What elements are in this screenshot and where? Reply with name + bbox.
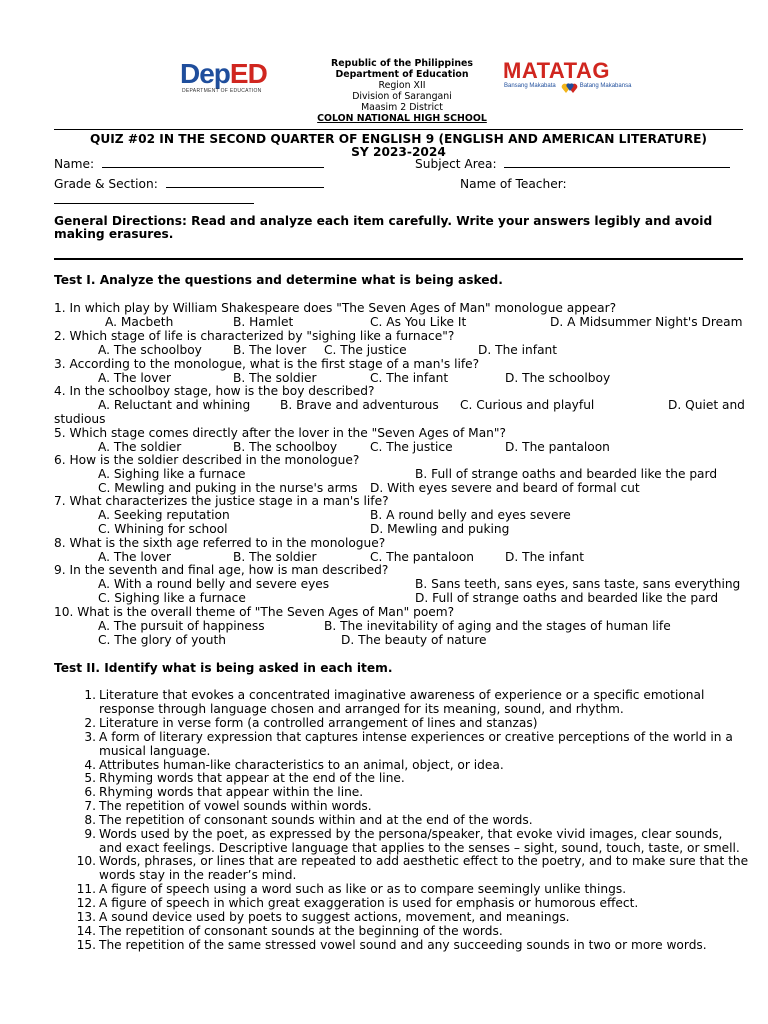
matatag-logo: MATATAG Bansang Makabata Batang Makabansa (503, 58, 638, 98)
school-header (300, 58, 504, 124)
hearts-icon (561, 80, 579, 94)
item-number: 5. (84, 771, 96, 785)
item-text: A sound device used by poets to suggest actions, movement, and meanings. (99, 910, 570, 924)
item-text: A figure of speech using a word such as like or as to compare seemingly unlike things. (99, 882, 627, 896)
header-line: Division of Sarangani (352, 91, 452, 102)
answer-option[interactable]: C. The glory of youth (98, 633, 226, 647)
header-line: Region XII (378, 80, 426, 91)
answer-option[interactable]: D. The pantaloon (505, 440, 610, 454)
item-number: 9. (84, 827, 96, 841)
item-number: 8. (84, 813, 96, 827)
answer-option-continued: studious (54, 412, 106, 426)
answer-option[interactable]: B. The schoolboy (233, 440, 338, 454)
answer-option[interactable]: A. The pursuit of happiness (98, 619, 265, 633)
answer-option[interactable]: A. With a round belly and severe eyes (98, 577, 330, 591)
question-text: 10. What is the overall theme of "The Seven Ages of Man" poem? (54, 605, 455, 619)
item-number: 12. (76, 896, 96, 910)
question-text: 5. Which stage comes directly after the lover in the "Seven Ages of Man"? (54, 426, 506, 440)
item-text: Literature that evokes a concentrated imaginative awareness of experience or a specific emotional response through language chosen and arranged for its meaning, sound, and rhythm. (99, 688, 705, 716)
item-text: The repetition of consonant sounds at the beginning of the words. (99, 924, 503, 938)
subject-area-field[interactable]: Subject Area: (415, 157, 730, 171)
answer-option[interactable]: D. The schoolboy (505, 371, 611, 385)
header-line: Department of Education (335, 69, 469, 80)
question-text: 6. How is the soldier described in the monologue? (54, 453, 360, 467)
answer-option[interactable]: B. The soldier (233, 371, 317, 385)
divider (54, 129, 743, 130)
answer-option[interactable]: D. A Midsummer Night's Dream (550, 315, 743, 329)
divider (54, 258, 743, 260)
school-name: COLON NATIONAL HIGH SCHOOL (317, 113, 487, 124)
question-text: 1. In which play by William Shakespeare does "The Seven Ages of Man" monologue appear? (54, 301, 617, 315)
answer-option[interactable]: A. The soldier (98, 440, 182, 454)
question-text: 9. In the seventh and final age, how is man described? (54, 563, 389, 577)
item-text: Literature in verse form (a controlled arrangement of lines and stanzas) (99, 716, 538, 730)
answer-option[interactable]: B. Hamlet (233, 315, 294, 329)
item-text: The repetition of the same stressed vowel sound and any succeeding sounds in two or more words. (99, 938, 707, 952)
answer-option[interactable]: B. Full of strange oaths and bearded like the pard (415, 467, 718, 481)
answer-option[interactable]: D. Mewling and puking (370, 522, 510, 536)
answer-option[interactable]: B. Sans teeth, sans eyes, sans taste, sans everything (415, 577, 741, 591)
question-text: 2. Which stage of life is characterized by "sighing like a furnace"? (54, 329, 455, 343)
item-number: 2. (84, 716, 96, 730)
header-line: Maasim 2 District (361, 102, 443, 113)
test1-heading: Test I. Analyze the questions and determine what is being asked. (54, 273, 503, 287)
test2-heading: Test II. Identify what is being asked in each item. (54, 661, 393, 675)
name-field[interactable]: Name: (54, 157, 324, 171)
item-text: A form of literary expression that captures intense experiences or creative perceptions of the world in a musical language. (99, 730, 733, 758)
deped-logo: DepED DEPARTMENT OF EDUCATION (180, 58, 267, 94)
school-year: SY 2023-2024 (351, 145, 446, 159)
header-line: Republic of the Philippines (331, 58, 473, 69)
answer-option[interactable]: A. Sighing like a furnace (98, 467, 246, 481)
answer-option[interactable]: C. As You Like It (370, 315, 467, 329)
item-text: The repetition of consonant sounds within and at the end of the words. (99, 813, 533, 827)
grade-section-field[interactable]: Grade & Section: (54, 177, 324, 191)
answer-option[interactable]: B. The inevitability of aging and the stages of human life (324, 619, 671, 633)
answer-option[interactable]: B. A round belly and eyes severe (370, 508, 571, 522)
item-number: 15. (76, 938, 96, 952)
answer-option[interactable]: C. The infant (370, 371, 449, 385)
answer-option[interactable]: D. The beauty of nature (341, 633, 487, 647)
answer-option[interactable]: A. Reluctant and whining (98, 398, 251, 412)
answer-option[interactable]: D. Full of strange oaths and bearded like the pard (415, 591, 719, 605)
item-text: Words used by the poet, as expressed by the persona/speaker, that evoke vivid images, clear sounds, and exact feelings. Descriptive language that applies to the senses – sight, sound, touch, taste, or smell. (99, 827, 740, 855)
item-number: 7. (84, 799, 96, 813)
answer-option[interactable]: D. The infant (505, 550, 585, 564)
answer-option[interactable]: A. The schoolboy (98, 343, 202, 357)
answer-option[interactable]: C. Whining for school (98, 522, 228, 536)
quiz-title: QUIZ #02 IN THE SECOND QUARTER OF ENGLISH 9 (ENGLISH AND AMERICAN LITERATURE) (90, 132, 707, 146)
item-number: 14. (76, 924, 96, 938)
answer-option[interactable]: A. The lover (98, 371, 171, 385)
item-text: A figure of speech in which great exaggeration is used for emphasis or humorous effect. (99, 896, 639, 910)
item-text: Rhyming words that appear within the line. (99, 785, 364, 799)
item-text: The repetition of vowel sounds within words. (99, 799, 372, 813)
answer-option[interactable]: C. The justice (370, 440, 453, 454)
answer-option[interactable]: C. The pantaloon (370, 550, 474, 564)
answer-option[interactable]: C. The justice (324, 343, 407, 357)
answer-option[interactable]: C. Sighing like a furnace (98, 591, 246, 605)
item-number: 6. (84, 785, 96, 799)
question-text: 3. According to the monologue, what is the first stage of a man's life? (54, 357, 480, 371)
answer-option[interactable]: C. Curious and playful (460, 398, 595, 412)
answer-option[interactable]: D. With eyes severe and beard of formal cut (370, 481, 640, 495)
question-text: 8. What is the sixth age referred to in the monologue? (54, 536, 386, 550)
item-number: 10. (76, 854, 96, 868)
answer-option[interactable]: B. The soldier (233, 550, 317, 564)
item-text: Rhyming words that appear at the end of the line. (99, 771, 405, 785)
answer-option[interactable]: C. Mewling and puking in the nurse's arms (98, 481, 358, 495)
answer-option[interactable]: D. Quiet and (668, 398, 745, 412)
item-number: 11. (76, 882, 96, 896)
item-number: 3. (84, 730, 96, 744)
answer-option[interactable]: A. The lover (98, 550, 171, 564)
item-number: 13. (76, 910, 96, 924)
answer-option[interactable]: A. Seeking reputation (98, 508, 230, 522)
question-text: 4. In the schoolboy stage, how is the boy described? (54, 384, 375, 398)
answer-option[interactable]: D. The infant (478, 343, 558, 357)
answer-option[interactable]: B. Brave and adventurous (280, 398, 439, 412)
teacher-line[interactable] (54, 193, 254, 207)
item-text: Attributes human-like characteristics to an animal, object, or idea. (99, 758, 504, 772)
question-text: 7. What characterizes the justice stage in a man's life? (54, 494, 389, 508)
item-text: Words, phrases, or lines that are repeated to add aesthetic effect to the poetry, and to make sure that the words stay in the reader’s mind. (99, 854, 749, 882)
item-number: 4. (84, 758, 96, 772)
answer-option[interactable]: A. Macbeth (105, 315, 174, 329)
answer-option[interactable]: B. The lover (233, 343, 307, 357)
teacher-field[interactable]: Name of Teacher: (460, 177, 567, 191)
item-number: 1. (84, 688, 96, 702)
general-directions: General Directions: Read and analyze each item carefully. Write your answers legibly and avoid making erasures. (54, 214, 713, 241)
